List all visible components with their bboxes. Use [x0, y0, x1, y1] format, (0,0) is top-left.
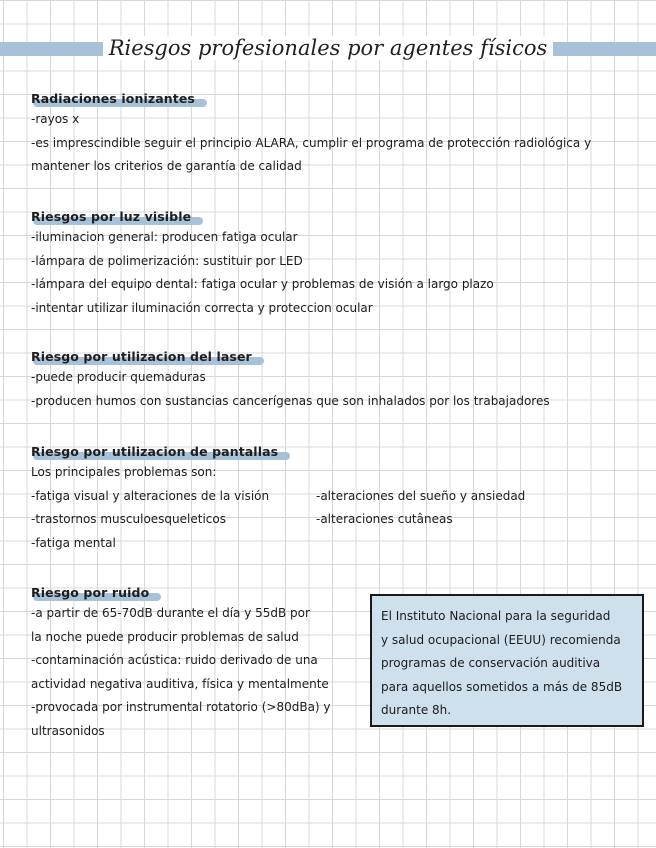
- text-line: -provocada por instrumental rotatorio (>80dBa) y: [31, 700, 331, 714]
- note-line: y salud ocupacional (EEUU) recomienda: [381, 632, 621, 647]
- note-line: El Instituto Nacional para la seguridad: [381, 609, 611, 623]
- note-line: programas de conservación auditiva: [381, 656, 601, 670]
- list-item: -trastornos musculoesqueleticos: [31, 512, 226, 526]
- text-line: -es imprescindible seguir el principio ALARA, cumplir el programa de protección radiológica y: [31, 135, 592, 150]
- text-line: ultrasonidos: [31, 723, 105, 738]
- section-ionizantes: [31, 88, 631, 179]
- text-line: -contaminación acústica: ruido derivado de una: [31, 653, 318, 667]
- note-line: durante 8h.: [381, 703, 452, 717]
- text-line: la noche puede producir problemas de salud: [31, 629, 299, 644]
- section-heading: Riesgos por luz visible: [31, 208, 197, 226]
- text-line: -puede producir quemaduras: [31, 370, 206, 384]
- section-heading: Riesgo por utilizacion del laser: [31, 348, 258, 366]
- list-item: -alteraciones cutâneas: [316, 512, 453, 526]
- section-heading: Radiaciones ionizantes: [31, 90, 201, 108]
- two-column-list: [31, 485, 631, 556]
- text-line: -lámpara de polimerización: sustituir por LED: [31, 253, 303, 268]
- text-line: -producen humos con sustancias cancerígenas que son inhalados por los trabajadores: [31, 393, 550, 408]
- section-luz-visible: [31, 206, 631, 320]
- info-note-box: [370, 594, 644, 727]
- right-column: [316, 485, 616, 556]
- section-heading: Riesgo por ruido: [31, 584, 155, 602]
- text-line: Los principales problemas son:: [31, 465, 217, 479]
- note-line: para aquellos sometidos a más de 85dB: [381, 679, 623, 694]
- text-line: -intentar utilizar iluminación correcta y proteccion ocular: [31, 300, 373, 315]
- text-line: -iluminacion general: producen fatiga ocular: [31, 230, 298, 244]
- list-item: -fatiga visual y alteraciones de la visión: [31, 488, 270, 503]
- left-column: [31, 485, 316, 556]
- text-line: -lámpara del equipo dental: fatiga ocular y problemas de visión a largo plazo: [31, 277, 494, 291]
- list-item: -alteraciones del sueño y ansiedad: [316, 488, 526, 503]
- section-pantallas: [31, 441, 631, 555]
- text-line: actividad negativa auditiva, física y mentalmente: [31, 676, 329, 691]
- text-line: -a partir de 65-70dB durante el día y 55dB por: [31, 606, 310, 620]
- list-item: -fatiga mental: [31, 535, 116, 550]
- section-laser: [31, 346, 631, 413]
- page-title-text: Riesgos profesionales por agentes físicos: [103, 36, 554, 60]
- section-ruido: [31, 582, 361, 743]
- text-line: -rayos x: [31, 112, 80, 126]
- text-line: mantener los criterios de garantía de calidad: [31, 159, 302, 173]
- page-title: [0, 33, 656, 63]
- section-heading: Riesgo por utilizacion de pantallas: [31, 443, 284, 461]
